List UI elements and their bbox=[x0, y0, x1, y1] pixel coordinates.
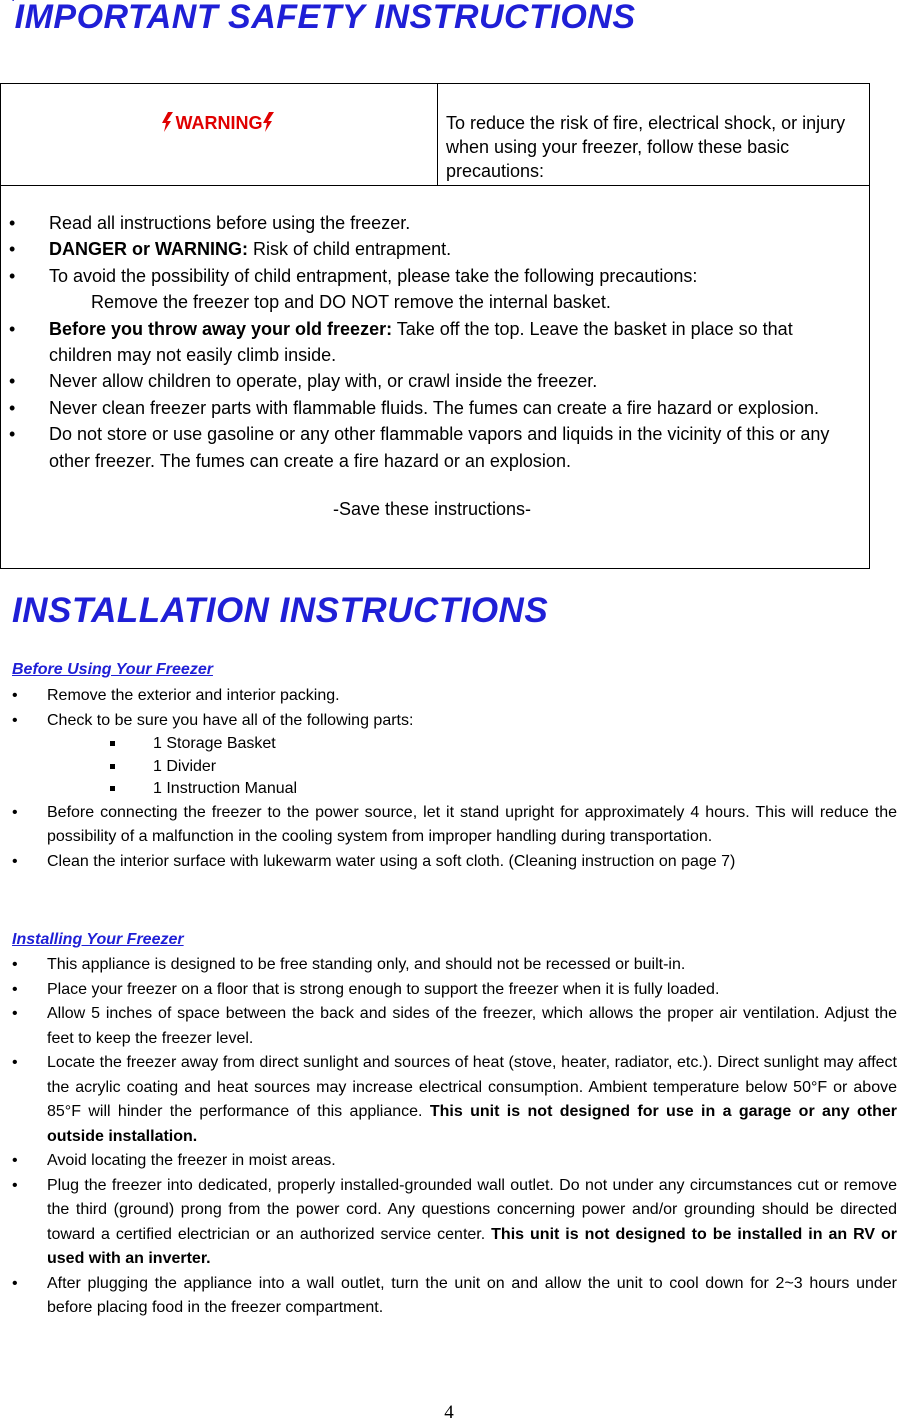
item-text: Never clean freezer parts with flammable fluids. The fumes can create a fire hazard or explosion. bbox=[49, 397, 820, 418]
safety-list bbox=[5, 210, 859, 289]
item-text: Avoid locating the freezer in moist areas. bbox=[47, 1152, 336, 1169]
item-text: This appliance is designed to be free standing only, and should not be recessed or built-in. bbox=[47, 956, 686, 973]
item-text: Take off the top. Leave the basket in place so that children may not easily climb inside. bbox=[49, 318, 793, 366]
safety-title bbox=[12, 0, 636, 37]
bullet: • bbox=[12, 711, 18, 729]
bullet: • bbox=[12, 852, 18, 870]
list-item bbox=[0, 801, 897, 850]
warning-table bbox=[0, 83, 870, 569]
item-text: Risk of child entrapment. bbox=[248, 239, 452, 260]
bullet: • bbox=[9, 371, 16, 392]
bullet: • bbox=[9, 397, 16, 418]
bullet: • bbox=[9, 318, 16, 339]
installation-title: INSTALLATION INSTRUCTIONS bbox=[12, 591, 549, 630]
item-text: Plug the freezer into dedicated, properly installed-grounded wall outlet. Do not under any circumstances cut or remove the third (ground) prong from the power cord. Any questions concerning power and/or grounding should be directed toward a certified electrician or an authorized service center. bbox=[47, 1176, 897, 1243]
item-bold: DANGER or WARNING: bbox=[49, 239, 248, 260]
item-text: To avoid the possibility of child entrapment, please take the following precautions: bbox=[49, 265, 698, 286]
item-text: Never allow children to operate, play with, or crawl inside the freezer. bbox=[49, 371, 598, 392]
installing-list bbox=[0, 953, 897, 1321]
lightning-bolt-icon bbox=[162, 112, 176, 132]
lightning-bolt-icon bbox=[263, 112, 277, 132]
list-item bbox=[0, 684, 897, 709]
item-text: Clean the interior surface with lukewarm water using a soft cloth. (Cleaning instruction on page 7) bbox=[47, 852, 736, 870]
list-item bbox=[0, 1051, 897, 1149]
page-number: 4 bbox=[444, 1402, 454, 1423]
item-bold: This unit is not designed for use in a garage or any other outside installation. bbox=[47, 1103, 897, 1145]
precaution-text: To reduce the risk of fire, electrical shock, or injury when using your freezer, follow these basic precautions: bbox=[446, 113, 846, 181]
warning-text: WARNING bbox=[175, 113, 263, 133]
item-text: After plugging the appliance into a wall outlet, turn the unit on and allow the unit to cool down for 2~3 hours under before placing food in the freezer compartment. bbox=[47, 1274, 897, 1316]
part-item bbox=[47, 756, 897, 779]
bullet: • bbox=[12, 687, 18, 704]
bullet: • bbox=[12, 803, 18, 821]
item-bold: This unit is not designed to be installed in an RV or used with an inverter. bbox=[47, 1225, 897, 1267]
precaution-cell bbox=[438, 84, 870, 186]
item-text: Do not store or use gasoline or any other flammable vapors and liquids in the vicinity of this or any other freezer. The fumes can create a fire hazard or an explosion. bbox=[49, 424, 830, 471]
bullet: • bbox=[12, 1274, 18, 1292]
list-item bbox=[0, 953, 897, 978]
save-instructions: -Save these instructions- bbox=[332, 499, 532, 520]
part-text: 1 Instruction Manual bbox=[153, 780, 298, 797]
list-item bbox=[5, 210, 859, 236]
square-bullet bbox=[110, 741, 115, 746]
item-text: Remove the exterior and interior packing. bbox=[47, 687, 340, 704]
item-text: Check to be sure you have all of the following parts: bbox=[47, 711, 414, 729]
item-text: Before connecting the freezer to the power source, let it stand upright for approximately 4 hours. This will reduce the possibility of a malfunction in the cooling system from improper handling during transportation. bbox=[47, 803, 897, 845]
bullet: • bbox=[9, 265, 16, 286]
before-using-list bbox=[0, 684, 897, 874]
warning-label bbox=[162, 112, 277, 134]
warning-cell bbox=[1, 84, 438, 186]
bullet: • bbox=[9, 424, 16, 445]
list-item bbox=[5, 316, 859, 369]
list-item bbox=[0, 1149, 897, 1174]
bullet: • bbox=[12, 956, 18, 973]
item-text: Locate the freezer away from direct sunlight and sources of heat (stove, heater, radiator, etc.). Direct sunlight may affect the acrylic coating and heat sources may increase electrical consumption. Ambient temperature below 50°F or above 85°F will hinder the performance of this appliance. bbox=[47, 1054, 897, 1120]
before-using-heading: Before Using Your Freezer bbox=[12, 661, 213, 678]
part-item bbox=[47, 778, 897, 801]
parts-list bbox=[47, 733, 897, 801]
list-item bbox=[0, 1272, 897, 1321]
installing-heading: Installing Your Freezer bbox=[12, 931, 184, 948]
bullet: • bbox=[9, 213, 16, 233]
square-bullet bbox=[110, 786, 115, 791]
part-text: 1 Storage Basket bbox=[153, 735, 276, 752]
part-text: 1 Divider bbox=[153, 757, 217, 775]
list-item bbox=[5, 395, 859, 421]
list-item bbox=[0, 1174, 897, 1272]
list-item bbox=[0, 1002, 897, 1051]
square-bullet bbox=[110, 764, 115, 769]
list-item bbox=[5, 236, 859, 262]
list-item bbox=[5, 421, 859, 474]
list-item bbox=[5, 368, 859, 394]
bullet: • bbox=[12, 1005, 18, 1022]
bullet: • bbox=[12, 1176, 18, 1194]
safety-title-text: IMPORTANT SAFETY INSTRUCTIONS bbox=[14, 0, 636, 36]
item-text: Read all instructions before using the freezer. bbox=[49, 213, 411, 233]
list-item bbox=[0, 709, 897, 801]
safety-list-cell bbox=[1, 186, 870, 569]
bullet: • bbox=[12, 1054, 18, 1071]
item-text: Place your freezer on a floor that is strong enough to support the freezer when it is fully loaded. bbox=[47, 980, 720, 998]
safety-list-continued bbox=[5, 316, 859, 474]
list-item bbox=[0, 978, 897, 1003]
item-text: Allow 5 inches of space between the back and sides of the freezer, which allows the proper air ventilation. Adjust the feet to keep the freezer level. bbox=[47, 1005, 897, 1047]
bullet: • bbox=[12, 1152, 18, 1169]
title-marker: ▪ bbox=[12, 0, 15, 4]
part-item bbox=[47, 733, 897, 756]
bullet: • bbox=[9, 239, 16, 260]
sub-instruction: Remove the freezer top and DO NOT remove the internal basket. bbox=[91, 292, 611, 313]
bullet: • bbox=[12, 980, 18, 998]
item-bold: Before you throw away your old freezer: bbox=[49, 318, 393, 339]
list-item bbox=[5, 263, 859, 289]
list-item bbox=[0, 850, 897, 875]
